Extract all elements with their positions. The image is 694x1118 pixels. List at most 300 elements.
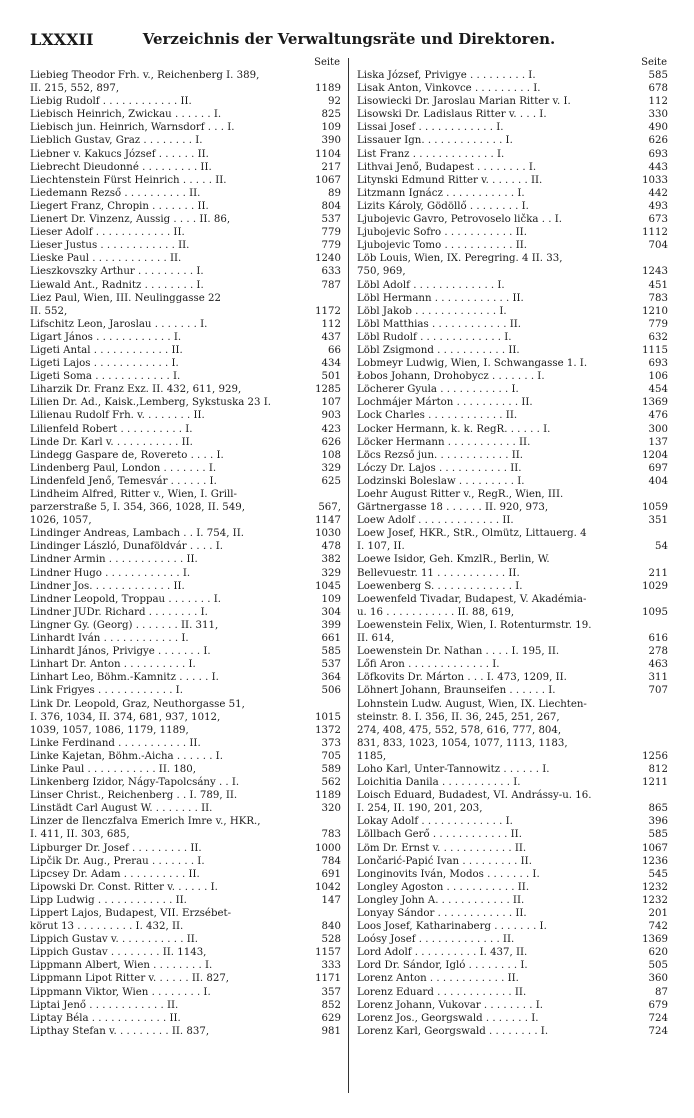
entry-page-number: 423: [321, 423, 341, 435]
entry-name: Loewe Isidor, Geh. KmzlR., Berlin, W. Bellevuestr. 11 . . . . . . . . . . . II.: [357, 554, 550, 579]
entry-page-number: 1030: [315, 528, 341, 540]
entry-name: Löhnert Johann, Braunseifen . . . . . . I.: [357, 685, 556, 697]
entry-page-number: 705: [321, 750, 341, 762]
index-entry: [30, 488, 341, 527]
entry-name: Lizits Károly, Gödöllő . . . . . . . . I.: [357, 200, 529, 212]
entry-page-number: 399: [321, 619, 341, 631]
entry-page-number: 109: [321, 122, 341, 134]
entry-page-number: 620: [648, 947, 668, 959]
entry-page-number: 211: [648, 567, 668, 579]
entry-page-number: 1095: [642, 606, 668, 618]
entry-page-number: 707: [648, 685, 668, 697]
index-entry: [30, 121, 341, 134]
entry-page-number: 493: [648, 200, 668, 212]
entry-page-number: 697: [648, 462, 668, 474]
entry-name: Lóczy Dr. Lajos . . . . . . . . . . . II.: [357, 462, 522, 474]
entry-name: Lithvai Jenő, Budapest . . . . . . . . I.: [357, 161, 537, 173]
index-entry: [357, 881, 668, 894]
entry-name: Link Frigyes . . . . . . . . . . . . I.: [30, 685, 183, 697]
index-entry: [357, 161, 668, 174]
entry-page-number: 137: [648, 436, 668, 448]
index-entry: [30, 396, 341, 409]
index-entry: [30, 881, 341, 894]
entry-name: Loewenstein Dr. Nathan . . . . I. 195, II.: [357, 646, 560, 658]
entry-page-number: 852: [321, 999, 341, 1011]
index-entry: [357, 789, 668, 815]
index-entry: [30, 632, 341, 645]
entry-page-number: 357: [321, 986, 341, 998]
entry-page-number: 463: [648, 659, 668, 671]
entry-page-number: 545: [648, 868, 668, 880]
entry-page-number: 1042: [315, 881, 341, 893]
entry-page-number: 616: [648, 633, 668, 645]
entry-page-number: 87: [655, 986, 668, 998]
entry-name: Ljubojevic Sofro . . . . . . . . . . . II.: [357, 227, 527, 239]
index-entry: [30, 292, 341, 318]
index-entry: [30, 449, 341, 462]
entry-name: Löcs Rezső jun. . . . . . . . . . . . II.: [357, 449, 524, 461]
entry-name: Loho Karl, Unter-Tannowitz . . . . . . I.: [357, 763, 550, 775]
entry-page-number: 320: [321, 803, 341, 815]
entry-name: Lieser Adolf . . . . . . . . . . . . II.: [30, 227, 185, 239]
entry-name: Lindner Hugo . . . . . . . . . . . . I.: [30, 567, 191, 579]
index-entry: [30, 200, 341, 213]
entry-name: Linke Ferdinand . . . . . . . . . . . II.: [30, 737, 201, 749]
entry-name: Lienert Dr. Vinzenz, Aussig . . . . II. 86,: [30, 214, 231, 226]
entry-page-number: 107: [321, 397, 341, 409]
index-entry: [30, 409, 341, 422]
index-entry: [357, 972, 668, 985]
index-entry: [357, 213, 668, 226]
index-entry: [30, 593, 341, 606]
entry-name: Linke Kajetan, Böhm.-Aicha . . . . . . I.: [30, 750, 223, 762]
entry-page-number: 1243: [642, 266, 668, 278]
entry-name: Linhart Dr. Anton . . . . . . . . . . I.: [30, 659, 196, 671]
entry-name: Lindner Leopold, Troppau . . . . . . . I.: [30, 593, 221, 605]
entry-page-number: 147: [321, 894, 341, 906]
index-entry: [357, 959, 668, 972]
entry-name: Lodzinski Boleslaw . . . . . . . . . I.: [357, 475, 525, 487]
entry-page-number: 92: [328, 96, 341, 108]
entry-name: Lippmann Albert, Wien . . . . . . . . I.: [30, 960, 213, 972]
index-entry: [30, 750, 341, 763]
index-entry: [30, 933, 341, 946]
entry-name: Liptay Béla . . . . . . . . . . . . II.: [30, 1012, 181, 1024]
entry-page-number: 1236: [642, 855, 668, 867]
entry-page-number: 112: [648, 96, 668, 108]
index-entry: [30, 855, 341, 868]
entry-page-number: 373: [321, 737, 341, 749]
index-entry: [357, 671, 668, 684]
index-entry: [30, 383, 341, 396]
page-title: Verzeichnis der Verwaltungsräte und Direktoren.: [142, 30, 556, 48]
entry-name: Löbl Hermann . . . . . . . . . . . . II.: [357, 292, 524, 304]
entry-page-number: 278: [648, 646, 668, 658]
entry-page-number: 724: [648, 1025, 668, 1037]
index-entry: [30, 95, 341, 108]
index-entry: [357, 187, 668, 200]
index-entry: [357, 1012, 668, 1025]
entry-page-number: 1112: [642, 227, 668, 239]
entry-name: Lippich Gustav v. . . . . . . . . . . II.: [30, 934, 198, 946]
entry-page-number: 679: [648, 999, 668, 1011]
index-entry: [357, 907, 668, 920]
entry-page-number: 1369: [642, 397, 668, 409]
entry-page-number: 478: [321, 541, 341, 553]
entry-name: Ligeti Soma . . . . . . . . . . . . I.: [30, 371, 181, 383]
entry-page-number: 632: [648, 331, 668, 343]
entry-page-number: 66: [328, 344, 341, 356]
entry-page-number: 1157: [315, 947, 341, 959]
index-entry: [357, 121, 668, 134]
index-entry: [30, 174, 341, 187]
index-entry: [357, 986, 668, 999]
index-entry: [30, 1025, 341, 1038]
entry-page-number: 506: [321, 685, 341, 697]
entry-name: Longley Agoston . . . . . . . . . . . II.: [357, 881, 530, 893]
entry-page-number: 562: [321, 777, 341, 789]
index-entry: [357, 999, 668, 1012]
entry-page-number: 693: [648, 148, 668, 160]
index-entry: [357, 344, 668, 357]
index-entry: [357, 423, 668, 436]
entry-page-number: 329: [321, 462, 341, 474]
entry-name: Lisowiecki Dr. Jaroslau Marian Ritter v. I.: [357, 96, 571, 108]
index-entry: [30, 842, 341, 855]
entry-page-number: 724: [648, 1012, 668, 1024]
entry-page-number: 629: [321, 1012, 341, 1024]
entry-page-number: 382: [321, 554, 341, 566]
entry-name: Liptai Jenő . . . . . . . . . . . . II.: [30, 999, 179, 1011]
entry-page-number: 1033: [642, 174, 668, 186]
index-entry: [30, 671, 341, 684]
entry-name: Liechtenstein Fürst Heinrich . . . . . II.: [30, 174, 227, 186]
index-entry: [30, 527, 341, 540]
entry-page-number: 434: [321, 358, 341, 370]
entry-name: Linde Dr. Karl v. . . . . . . . . . . II.: [30, 436, 193, 448]
entry-page-number: 217: [321, 161, 341, 173]
entry-name: Ligeti Lajos . . . . . . . . . . . . I.: [30, 358, 179, 370]
entry-name: Linhardt János, Privigye . . . . . . . I.: [30, 646, 211, 658]
entry-page-number: 501: [321, 371, 341, 383]
entry-name: Löbl Matthias . . . . . . . . . . . . II.: [357, 318, 521, 330]
index-entry: [357, 580, 668, 593]
index-entry: [357, 920, 668, 933]
entry-name: List Franz . . . . . . . . . . . . . I.: [357, 148, 505, 160]
index-entry: [30, 972, 341, 985]
index-entry: [357, 475, 668, 488]
index-entry: [357, 252, 668, 278]
entry-page-number: 528: [321, 934, 341, 946]
entry-name: Liharzik Dr. Franz Exz. II. 432, 611, 929,: [30, 384, 242, 396]
entry-name: Lindegg Gaspare de, Rovereto . . . . I.: [30, 449, 224, 461]
entry-page-number: 589: [321, 763, 341, 775]
entry-name: Linzer de Ilenczfalva Emerich Imre v., HKR., I. 411, II. 303, 685,: [30, 816, 261, 841]
entry-name: Ligeti Antal . . . . . . . . . . . . II.: [30, 344, 183, 356]
entry-page-number: 787: [321, 279, 341, 291]
entry-name: Ljubojevic Gavro, Petrovoselo lička . . I.: [357, 214, 562, 226]
entry-name: Loehr August Ritter v., RegR., Wien, III. Gärtnergasse 18 . . . . . . II. 920, 973,: [357, 489, 564, 514]
entry-page-number: 625: [321, 475, 341, 487]
entry-name: Litzmann Ignácz . . . . . . . . . . . I.: [357, 187, 525, 199]
entry-name: Lieser Justus . . . . . . . . . . . . II.: [30, 240, 190, 252]
index-entry: [357, 593, 668, 619]
entry-page-number: 626: [321, 436, 341, 448]
entry-name: Lilien Dr. Ad., Kaisk.,Lemberg, Sykstuska 23 I.: [30, 397, 272, 409]
entry-page-number: 691: [321, 868, 341, 880]
entry-page-number: 537: [321, 214, 341, 226]
entry-page-number: 1369: [642, 934, 668, 946]
entry-name: Lobmeyr Ludwig, Wien, I. Schwangasse 1. I.: [357, 358, 588, 370]
index-entry: [357, 370, 668, 383]
entry-name: Liebisch jun. Heinrich, Warnsdorf . . . I.: [30, 122, 235, 134]
entry-page-number: 742: [648, 921, 668, 933]
index-entry: [357, 226, 668, 239]
index-entry: [357, 828, 668, 841]
entry-name: Löllbach Gerő . . . . . . . . . . . . II.: [357, 829, 522, 841]
index-entry: [357, 69, 668, 82]
index-entry: [357, 658, 668, 671]
entry-page-number: 537: [321, 659, 341, 671]
entry-name: Loósy Josef . . . . . . . . . . . . . II.: [357, 934, 515, 946]
entry-name: Loewenberg S. . . . . . . . . . . . . I.: [357, 580, 523, 592]
entry-page-number: 1211: [642, 777, 668, 789]
index-entry: [357, 449, 668, 462]
entry-page-number: 585: [648, 829, 668, 841]
entry-name: Lingner Gy. (Georg) . . . . . . . II. 311,: [30, 619, 219, 631]
index-entry: [30, 161, 341, 174]
entry-name: Löcker Hermann . . . . . . . . . . . II.: [357, 436, 531, 448]
entry-name: Linke Paul . . . . . . . . . . . II. 180,: [30, 763, 197, 775]
entry-page-number: 673: [648, 214, 668, 226]
seite-label-right: Seite: [641, 57, 667, 68]
entry-name: Löb Louis, Wien, IX. Peregring. 4 II. 33, 750, 969,: [357, 253, 563, 278]
entry-page-number: 1000: [315, 842, 341, 854]
entry-name: Lindheim Alfred, Ritter v., Wien, I. Grill- parzerstraße 5, I. 354, 366, 1028, II. 549, 1026, 1057,: [30, 489, 245, 527]
index-entry: [357, 684, 668, 697]
index-entry: [357, 527, 668, 553]
entry-page-number: 360: [648, 973, 668, 985]
entry-name: Linhardt Iván . . . . . . . . . . . . I.: [30, 633, 189, 645]
entry-name: Lipowski Dr. Const. Ritter v. . . . . . I.: [30, 881, 218, 893]
entry-name: Longley John A. . . . . . . . . . . . II.: [357, 894, 525, 906]
entry-page-number: 1115: [642, 344, 668, 356]
entry-page-number: 451: [648, 279, 668, 291]
entry-name: Liebisch Heinrich, Zwickau . . . . . . I.: [30, 109, 222, 121]
entry-name: Lipčik Dr. Aug., Prerau . . . . . . . I.: [30, 855, 205, 867]
entry-page-number: 633: [321, 266, 341, 278]
entry-name: Lokay Adolf . . . . . . . . . . . . . I.: [357, 816, 513, 828]
index-entry: [357, 776, 668, 789]
entry-page-number: 661: [321, 633, 341, 645]
index-entry: [357, 462, 668, 475]
entry-page-number: 779: [321, 240, 341, 252]
entry-page-number: 1189: [315, 790, 341, 802]
index-entry: [30, 540, 341, 553]
entry-name: Loewenstein Felix, Wien, I. Rotenturmstr. 19. II. 614,: [357, 619, 592, 645]
index-entry: [357, 619, 668, 645]
entry-page-number: 779: [648, 318, 668, 330]
entry-name: Lindinger Andreas, Lambach . . I. 754, II.: [30, 528, 244, 540]
entry-page-number: 443: [648, 161, 668, 173]
entry-name: Loew Josef, HKR., StR., Olmütz, Littauerg. 4 I. 107, II.: [357, 528, 587, 553]
index-entry: [30, 279, 341, 292]
index-entry: [30, 436, 341, 449]
index-entry: [30, 331, 341, 344]
document-page: [30, 30, 668, 1037]
index-entry: [30, 606, 341, 619]
index-entry: [30, 134, 341, 147]
entry-name: Lifschitz Leon, Jaroslau . . . . . . . I.: [30, 318, 208, 330]
entry-name: Liez Paul, Wien, III. Neulinggasse 22 II. 552,: [30, 292, 221, 317]
entry-name: Löm Dr. Ernst v. . . . . . . . . . . . II.: [357, 842, 527, 854]
entry-name: Liewald Ant., Radnitz . . . . . . . . I.: [30, 279, 204, 291]
index-entry: [30, 318, 341, 331]
entry-name: Linhart Leo, Böhm.-Kamnitz . . . . . I.: [30, 672, 219, 684]
entry-name: Łobos Johann, Drohobycz . . . . . . . I.: [357, 371, 545, 383]
entry-page-number: 54: [655, 541, 668, 553]
entry-page-number: 804: [321, 200, 341, 212]
entry-name: Link Dr. Leopold, Graz, Neuthorgasse 51, I. 376, 1034, II. 374, 681, 937, 1012, 1039, 1057, 1086, 1179, 1189,: [30, 698, 245, 736]
index-entry: [357, 946, 668, 959]
entry-page-number: 404: [648, 475, 668, 487]
index-entry: [30, 148, 341, 161]
entry-name: Lord Dr. Sándor, Igló . . . . . . . . I.: [357, 960, 528, 972]
entry-name: Lissauer Ign. . . . . . . . . . . . . I.: [357, 135, 513, 147]
entry-page-number: 1067: [315, 174, 341, 186]
entry-name: Loew Adolf . . . . . . . . . . . . . II.: [357, 515, 514, 527]
entry-page-number: 329: [321, 567, 341, 579]
entry-page-number: 311: [648, 672, 668, 684]
entry-page-number: 330: [648, 109, 668, 121]
entry-page-number: 351: [648, 515, 668, 527]
index-entry: [30, 252, 341, 265]
index-entry: [30, 580, 341, 593]
entry-name: Lonyay Sándor . . . . . . . . . . . . II.: [357, 908, 527, 919]
entry-name: Loisch Eduard, Budadest, VI. Andrássy-u. 16. I. 254, II. 190, 201, 203,: [357, 790, 592, 815]
entry-page-number: 108: [321, 449, 341, 461]
index-entry: [30, 213, 341, 226]
index-entry: [357, 239, 668, 252]
entry-name: Lippich Gustav . . . . . . . . II. 1143,: [30, 947, 207, 959]
entry-page-number: 981: [321, 1025, 341, 1037]
entry-name: Liska József, Privigye . . . . . . . . . I.: [357, 70, 536, 81]
entry-page-number: 1104: [315, 148, 341, 160]
entry-name: Lorenz Anton . . . . . . . . . . . . II.: [357, 973, 519, 985]
entry-page-number: 333: [321, 960, 341, 972]
index-entry: [357, 305, 668, 318]
entry-page-number: 865: [648, 803, 668, 815]
entry-page-number: 1067: [642, 842, 668, 854]
entry-name: Lipp Ludwig . . . . . . . . . . . . II.: [30, 894, 187, 906]
entry-page-number: 1210: [642, 305, 668, 317]
entry-name: Lieszkovszky Arthur . . . . . . . . . I.: [30, 266, 204, 278]
index-entry: [30, 69, 341, 95]
entry-name: Lorenz Karl, Georgswald . . . . . . . . I.: [357, 1025, 549, 1037]
index-entry: [30, 763, 341, 776]
index-entry: [30, 789, 341, 802]
index-entry: [357, 95, 668, 108]
index-entry: [357, 409, 668, 422]
entry-page-number: 442: [648, 187, 668, 199]
index-entry: [30, 737, 341, 750]
index-entry: [30, 999, 341, 1012]
entry-name: Lissai Josef . . . . . . . . . . . . I.: [357, 122, 504, 134]
index-entry: [357, 763, 668, 776]
column-divider: [348, 58, 349, 1093]
entry-name: Lončarić-Papić Ivan . . . . . . . . . II.: [357, 855, 532, 867]
entry-name: Lindner Jos. . . . . . . . . . . . . II.: [30, 580, 185, 592]
page-header: [30, 30, 668, 52]
entry-name: Lőfi Aron . . . . . . . . . . . . . I.: [357, 659, 500, 671]
entry-page-number: 476: [648, 410, 668, 422]
entry-name: Lilienau Rudolf Frh. v. . . . . . . . II.: [30, 410, 205, 422]
index-entry: [30, 986, 341, 999]
index-entry: [357, 108, 668, 121]
entry-page-number: 300: [648, 423, 668, 435]
entry-page-number: 1172: [315, 305, 341, 317]
index-entry: [30, 226, 341, 239]
entry-name: Liegert Franz, Chropin . . . . . . . II.: [30, 200, 209, 212]
index-entry: [30, 645, 341, 658]
entry-page-number: 1232: [642, 881, 668, 893]
index-entry: [357, 815, 668, 828]
index-entry: [357, 698, 668, 763]
entry-page-number: 396: [648, 816, 668, 828]
index-entry: [30, 567, 341, 580]
index-entry: [30, 357, 341, 370]
entry-name: Lindenberg Paul, London . . . . . . . I.: [30, 462, 217, 474]
index-entry: [357, 933, 668, 946]
entry-page-number: 89: [328, 187, 341, 199]
entry-name: Lippert Lajos, Budapest, VII. Erzsébet- körut 13 . . . . . . . . . I. 432, II.: [30, 908, 232, 933]
index-entry: [357, 318, 668, 331]
index-entry: [30, 619, 341, 632]
entry-page-number: 779: [321, 227, 341, 239]
index-entry: [357, 868, 668, 881]
entry-page-number: 626: [648, 135, 668, 147]
entry-page-number: 1029: [642, 580, 668, 592]
entry-name: Löfkovits Dr. Márton . . . I. 473, 1209, II.: [357, 672, 567, 684]
index-entry: [357, 279, 668, 292]
entry-name: Lohnstein Ludw. August, Wien, IX. Liechten- steinstr. 8. I. 356, II. 36, 245, 251, 267, 274, 408, 475, 552, 578, 616, 777, 804, 831, 833, 1023, 1054, 1077, 1113, 1183, 1185,: [357, 698, 587, 762]
index-entry: [357, 292, 668, 305]
entry-page-number: 783: [321, 829, 341, 841]
entry-name: Lock Charles . . . . . . . . . . . . II.: [357, 410, 518, 422]
index-entry: [357, 436, 668, 449]
index-entry: [30, 776, 341, 789]
entry-name: Liebner v. Kakucs József . . . . . . II.: [30, 148, 209, 160]
entry-name: Lorenz Eduard . . . . . . . . . . . . II.: [357, 986, 527, 998]
index-entry: [357, 331, 668, 344]
entry-name: Löbl Jakob . . . . . . . . . . . . . I.: [357, 305, 507, 317]
index-entry: [30, 187, 341, 200]
entry-page-number: 567, 1147: [315, 502, 341, 527]
index-entry: [357, 488, 668, 514]
index-entry: [30, 344, 341, 357]
entry-page-number: 1015 1372: [315, 711, 341, 736]
entry-name: Liebrecht Dieudonné . . . . . . . . . II.: [30, 161, 212, 173]
index-entry: [357, 553, 668, 579]
entry-name: Löbl Zsigmond . . . . . . . . . . . II.: [357, 344, 520, 356]
entry-name: Loewenfeld Tivadar, Budapest, V. Akadémia- u. 16 . . . . . . . . . . . II. 88, 619,: [357, 593, 587, 618]
entry-name: Linkenberg Izidor, Nágy-Tapolcsány . . I.: [30, 777, 240, 789]
entry-page-number: 784: [321, 855, 341, 867]
index-entry: [357, 396, 668, 409]
entry-page-number: 490: [648, 122, 668, 134]
entry-name: Lindner Armin . . . . . . . . . . . . II.: [30, 554, 198, 566]
index-entry: [357, 174, 668, 187]
